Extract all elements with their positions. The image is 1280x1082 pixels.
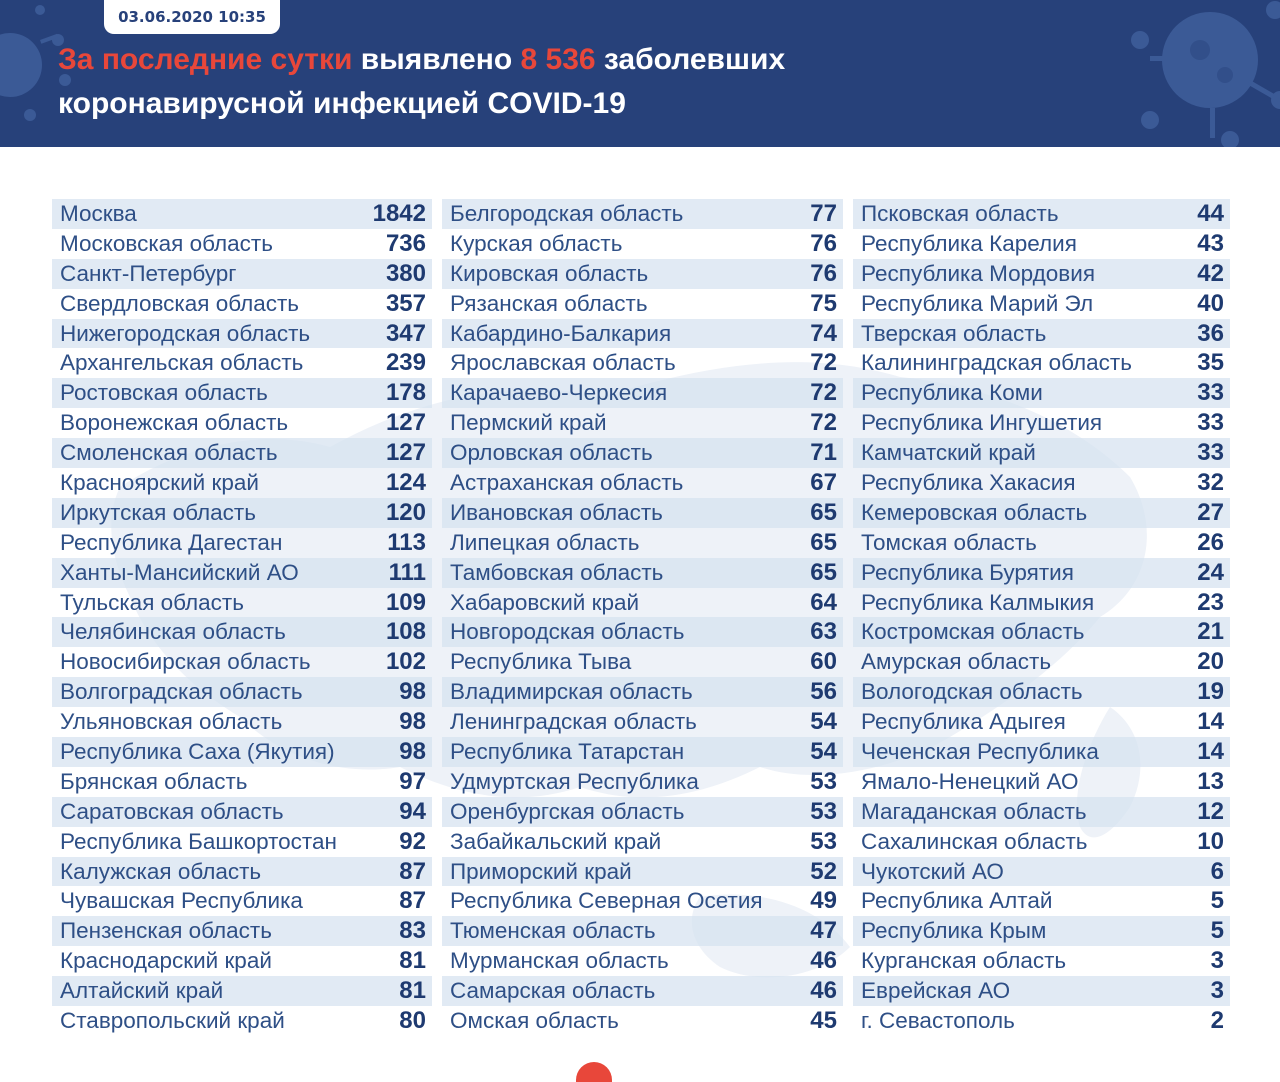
table-row [52,259,432,289]
table-row [52,1006,432,1036]
table-row [442,528,843,558]
table-row [52,229,432,259]
case-count: 54 [810,737,837,765]
region-name: Тюменская область [450,918,656,944]
region-name: Приморский край [450,858,632,884]
case-count: 92 [399,827,426,855]
table-row [52,946,432,976]
case-count: 13 [1197,767,1224,795]
table-row [442,767,843,797]
table-row [853,737,1230,767]
table-row [442,857,843,887]
table-column-2 [442,199,843,1036]
table-row [442,886,843,916]
table-row [52,378,432,408]
region-name: Челябинская область [60,619,286,645]
region-name: Брянская область [60,768,248,794]
table-row [52,528,432,558]
region-name: Камчатский край [861,440,1036,466]
case-count: 74 [810,319,837,347]
region-name: Астраханская область [450,469,684,495]
region-name: Республика Ингушетия [861,410,1103,436]
table-row [853,348,1230,378]
table-column-3 [853,199,1230,1036]
case-count: 45 [810,1006,837,1034]
table-row [52,498,432,528]
region-name: Самарская область [450,978,656,1004]
region-name: Липецкая область [450,529,640,555]
case-count: 32 [1197,468,1224,496]
region-name: Республика Коми [861,380,1043,406]
table-row [442,737,843,767]
region-name: Вологодская область [861,679,1083,705]
table-row [442,319,843,349]
region-name: Иркутская область [60,499,256,525]
region-name: Курганская область [861,948,1067,974]
table-row [442,1006,843,1036]
region-name: Омская область [450,1007,619,1033]
region-name: Удмуртская Республика [450,768,699,794]
case-count: 5 [1210,917,1224,945]
table-row [52,976,432,1006]
table-row [853,259,1230,289]
headline-case-count: 8 536 [520,43,596,76]
case-count: 72 [810,379,837,407]
region-name: Кировская область [450,260,649,286]
region-name: Ханты-Мансийский АО [60,559,299,585]
region-name: Волгоградская область [60,679,303,705]
table-row [442,588,843,618]
region-name: Чувашская Республика [60,888,303,914]
table-row [442,199,843,229]
case-count: 46 [810,947,837,975]
table-row [442,259,843,289]
case-count: 178 [385,379,426,407]
table-row [442,438,843,468]
table-row [52,588,432,618]
table-row [853,677,1230,707]
case-count: 43 [1197,229,1224,257]
case-count: 97 [399,767,426,795]
region-name: Воронежская область [60,410,289,436]
table-row [853,707,1230,737]
region-name: Республика Татарстан [450,738,685,764]
case-count: 44 [1197,199,1224,227]
region-name: Забайкальский край [450,828,662,854]
case-count: 98 [399,708,426,736]
region-name: Тульская область [60,589,244,615]
region-name: Республика Адыгея [861,709,1066,735]
region-name: г. Севастополь [861,1007,1015,1033]
case-count: 65 [810,558,837,586]
case-count: 53 [810,797,837,825]
table-row [52,319,432,349]
case-count: 127 [385,409,426,437]
table-row [853,528,1230,558]
case-count: 63 [810,618,837,646]
table-row [853,498,1230,528]
case-count: 6 [1210,857,1224,885]
table-row [442,976,843,1006]
table-row [853,438,1230,468]
region-name: Республика Дагестан [60,529,283,555]
case-count: 113 [387,528,426,556]
headline-line-1 [58,38,958,82]
region-name: Тверская область [861,320,1047,346]
table-row [853,378,1230,408]
case-count: 77 [810,199,837,227]
region-name: Пермский край [450,410,607,436]
table-row [442,617,843,647]
region-name: Еврейская АО [861,978,1011,1004]
region-name: Кабардино-Балкария [450,320,672,346]
table-row [853,408,1230,438]
table-row [853,916,1230,946]
region-name: Ярославская область [450,350,676,376]
table-row [853,647,1230,677]
case-count: 81 [399,977,426,1005]
region-name: Чукотский АО [861,858,1004,884]
case-count: 124 [385,468,426,496]
table-row [442,289,843,319]
table-row [853,617,1230,647]
region-name: Ульяновская область [60,709,283,735]
case-count: 357 [385,289,426,317]
case-count: 102 [385,648,426,676]
table-row [853,767,1230,797]
region-name: Кемеровская область [861,499,1088,525]
regions-table [52,199,1230,1039]
case-count: 27 [1197,498,1224,526]
table-row [442,647,843,677]
case-count: 42 [1197,259,1224,287]
case-count: 12 [1197,797,1224,825]
region-name: Новгородская область [450,619,685,645]
table-row [442,946,843,976]
case-count: 108 [385,618,426,646]
table-row [442,707,843,737]
region-name: Нижегородская область [60,320,311,346]
table-row [853,229,1230,259]
region-name: Курская область [450,230,623,256]
region-name: Саратовская область [60,798,284,824]
region-name: Смоленская область [60,440,278,466]
table-row [52,857,432,887]
region-name: Республика Мордовия [861,260,1095,286]
table-column-1 [52,199,432,1036]
case-count: 64 [810,588,837,616]
region-name: Орловская область [450,440,653,466]
case-count: 127 [385,439,426,467]
case-count: 5 [1210,887,1224,915]
table-row [52,199,432,229]
table-row [853,319,1230,349]
case-count: 33 [1197,439,1224,467]
case-count: 380 [385,259,426,287]
case-count: 71 [810,439,837,467]
region-name: Владимирская область [450,679,693,705]
region-name: Калининградская область [861,350,1132,376]
region-name: Республика Калмыкия [861,589,1095,615]
date-text: 03.06.2020 10:35 [118,8,266,26]
region-name: Республика Бурятия [861,559,1074,585]
case-count: 98 [399,678,426,706]
region-name: Тамбовская область [450,559,664,585]
case-count: 120 [385,498,426,526]
region-name: Томская область [861,529,1037,555]
region-name: Ямало-Ненецкий АО [861,768,1079,794]
table-row [853,857,1230,887]
table-row [442,468,843,498]
case-count: 239 [385,349,426,377]
case-count: 3 [1210,947,1224,975]
region-name: Мурманская область [450,948,669,974]
case-count: 52 [810,857,837,885]
case-count: 65 [810,498,837,526]
case-count: 10 [1197,827,1224,855]
region-name: Амурская область [861,649,1052,675]
table-row [853,558,1230,588]
table-row [52,438,432,468]
table-row [52,886,432,916]
region-name: Белгородская область [450,200,684,226]
case-count: 3 [1210,977,1224,1005]
case-count: 83 [399,917,426,945]
table-row [52,677,432,707]
region-name: Хабаровский край [450,589,640,615]
case-count: 33 [1197,379,1224,407]
table-row [853,797,1230,827]
region-name: Республика Карелия [861,230,1077,256]
case-count: 23 [1197,588,1224,616]
region-name: Москва [60,200,137,226]
case-count: 1842 [372,199,426,227]
date-badge [104,0,280,34]
region-name: Рязанская область [450,290,648,316]
case-count: 347 [385,319,426,347]
case-count: 49 [810,887,837,915]
region-name: Республика Крым [861,918,1047,944]
region-name: Республика Марий Эл [861,290,1094,316]
table-row [442,498,843,528]
region-name: Псковская область [861,200,1059,226]
headline-line-2: коронавирусной инфекцией COVID-19 [58,87,626,120]
case-count: 94 [399,797,426,825]
region-name: Ивановская область [450,499,663,525]
case-count: 14 [1197,708,1224,736]
table-row [52,916,432,946]
table-row [853,976,1230,1006]
headline-end: заболевших [595,43,786,76]
table-row [853,289,1230,319]
table-row [52,767,432,797]
table-row [442,677,843,707]
table-row [853,588,1230,618]
region-name: Карачаево-Черкесия [450,380,668,406]
header-banner [0,0,1280,147]
region-name: Красноярский край [60,469,259,495]
region-name: Ставропольский край [60,1007,285,1033]
region-name: Чеченская Республика [861,738,1099,764]
table-row [442,408,843,438]
region-name: Республика Тыва [450,649,632,675]
region-name: Пензенская область [60,918,272,944]
region-name: Республика Алтай [861,888,1053,914]
case-count: 14 [1197,737,1224,765]
case-count: 46 [810,977,837,1005]
table-row [442,797,843,827]
table-row [52,617,432,647]
table-row [442,558,843,588]
region-name: Алтайский край [60,978,224,1004]
table-row [52,558,432,588]
table-row [52,408,432,438]
table-row [52,348,432,378]
table-row [442,827,843,857]
region-name: Республика Саха (Якутия) [60,738,335,764]
case-count: 72 [810,409,837,437]
case-count: 24 [1197,558,1224,586]
region-name: Ленинградская область [450,709,697,735]
table-row [853,827,1230,857]
table-row [52,797,432,827]
case-count: 76 [810,229,837,257]
case-count: 76 [810,259,837,287]
case-count: 54 [810,708,837,736]
region-name: Костромская область [861,619,1085,645]
case-count: 56 [810,678,837,706]
case-count: 87 [399,857,426,885]
region-name: Московская область [60,230,273,256]
headline-highlight: За последние сутки [58,43,353,76]
case-count: 67 [810,468,837,496]
case-count: 21 [1197,618,1224,646]
table-row [853,886,1230,916]
case-count: 98 [399,737,426,765]
table-row [442,348,843,378]
case-count: 47 [810,917,837,945]
table-row [442,229,843,259]
case-count: 65 [810,528,837,556]
region-name: Новосибирская область [60,649,311,675]
table-row [442,378,843,408]
case-count: 2 [1210,1006,1224,1034]
table-row [52,468,432,498]
headline-middle: выявлено [352,43,521,76]
case-count: 736 [385,229,426,257]
region-name: Магаданская область [861,798,1087,824]
region-name: Республика Хакасия [861,469,1076,495]
case-count: 35 [1197,349,1224,377]
case-count: 53 [810,827,837,855]
case-count: 20 [1197,648,1224,676]
table-row [853,199,1230,229]
table-row [442,916,843,946]
region-name: Ростовская область [60,380,268,406]
case-count: 81 [399,947,426,975]
case-count: 36 [1197,319,1224,347]
table-row [52,647,432,677]
case-count: 33 [1197,409,1224,437]
region-name: Республика Башкортостан [60,828,337,854]
region-name: Республика Северная Осетия [450,888,763,914]
headline [58,38,958,126]
case-count: 87 [399,887,426,915]
region-name: Свердловская область [60,290,300,316]
table-row [52,707,432,737]
region-name: Архангельская область [60,350,304,376]
region-name: Сахалинская область [861,828,1088,854]
case-count: 19 [1197,678,1224,706]
region-name: Калужская область [60,858,262,884]
case-count: 40 [1197,289,1224,317]
case-count: 26 [1197,528,1224,556]
region-name: Оренбургская область [450,798,685,824]
case-count: 60 [810,648,837,676]
case-count: 111 [388,558,426,586]
table-row [853,1006,1230,1036]
case-count: 109 [385,588,426,616]
table-row [853,468,1230,498]
region-name: Краснодарский край [60,948,272,974]
table-row [52,289,432,319]
case-count: 53 [810,767,837,795]
virus-decoration-right [1110,0,1280,147]
case-count: 80 [399,1006,426,1034]
table-row [52,737,432,767]
table-row [853,946,1230,976]
case-count: 75 [810,289,837,317]
case-count: 72 [810,349,837,377]
table-row [52,827,432,857]
region-name: Санкт-Петербург [60,260,237,286]
